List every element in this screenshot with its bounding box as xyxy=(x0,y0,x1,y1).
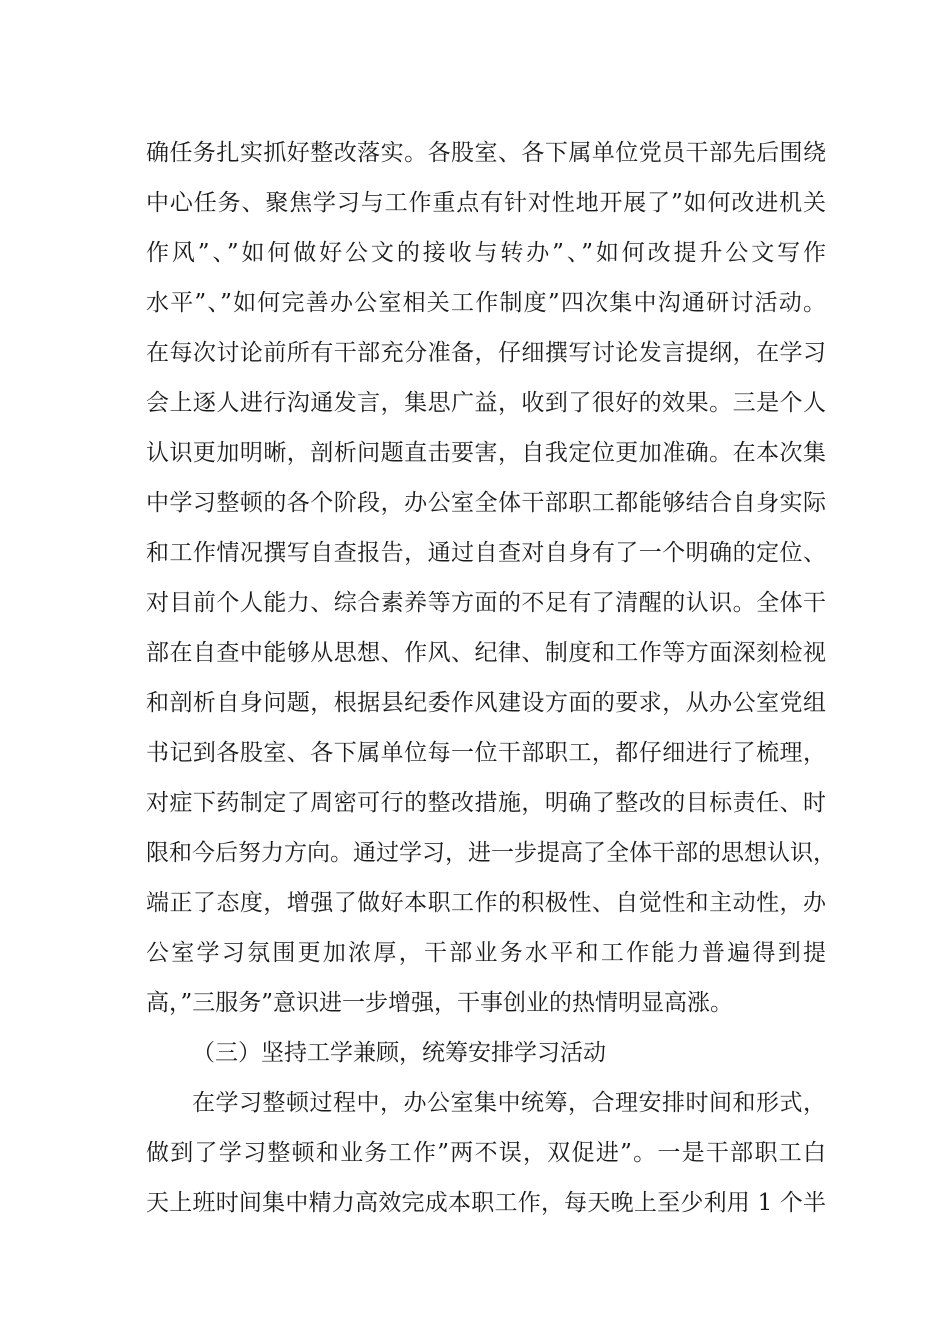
paragraph-line: 部在自查中能够从思想、作风、纪律、制度和工作等方面深刻检视 xyxy=(146,640,826,666)
paragraph-line: 作风”、”如何做好公文的接收与转办”、”如何改提升公文写作 xyxy=(146,240,826,266)
paragraph-line: 天上班时间集中精力高效完成本职工作，每天晚上至少利用 1 个半 xyxy=(146,1190,826,1216)
paragraph-line: 书记到各股室、各下属单位每一位干部职工，都仔细进行了梳理， xyxy=(146,740,826,766)
paragraph-line: 水平”、”如何完善办公室相关工作制度”四次集中沟通研讨活动。 xyxy=(146,290,826,316)
paragraph-line: 端正了态度，增强了做好本职工作的积极性、自觉性和主动性，办 xyxy=(146,890,826,916)
paragraph-line: 和剖析自身问题，根据县纪委作风建设方面的要求，从办公室党组 xyxy=(146,690,826,716)
paragraph-line: 和工作情况撰写自查报告，通过自查对自身有了一个明确的定位、 xyxy=(146,540,826,566)
paragraph-line: 限和今后努力方向。通过学习，进一步提高了全体干部的思想认识， xyxy=(146,840,836,866)
paragraph-line: 中学习整顿的各个阶段，办公室全体干部职工都能够结合自身实际 xyxy=(146,490,826,516)
paragraph-line: 认识更加明晰，剖析问题直击要害，自我定位更加准确。在本次集 xyxy=(146,440,826,466)
paragraph-line: 对症下药制定了周密可行的整改措施，明确了整改的目标责任、时 xyxy=(146,790,826,816)
paragraph-line: 对目前个人能力、综合素养等方面的不足有了清醒的认识。全体干 xyxy=(146,590,826,616)
paragraph-line: 中心任务、聚焦学习与工作重点有针对性地开展了”如何改进机关 xyxy=(146,190,826,216)
paragraph-line: 在学习整顿过程中，办公室集中统筹，合理安排时间和形式， xyxy=(192,1090,826,1116)
section-heading: （三）坚持工学兼顾，统筹安排学习活动 xyxy=(192,1040,606,1066)
paragraph-line: 在每次讨论前所有干部充分准备，仔细撰写讨论发言提纲，在学习 xyxy=(146,340,826,366)
paragraph-line: 做到了学习整顿和业务工作”两不误，双促进”。一是干部职工白 xyxy=(146,1140,826,1166)
paragraph-line: 确任务扎实抓好整改落实。各股室、各下属单位党员干部先后围绕 xyxy=(146,140,826,166)
paragraph-line: 高，”三服务”意识进一步增强，干事创业的热情明显高涨。 xyxy=(146,990,734,1016)
paragraph-line: 公室学习氛围更加浓厚，干部业务水平和工作能力普遍得到提 xyxy=(146,940,826,966)
paragraph-line: 会上逐人进行沟通发言，集思广益，收到了很好的效果。三是个人 xyxy=(146,390,826,416)
